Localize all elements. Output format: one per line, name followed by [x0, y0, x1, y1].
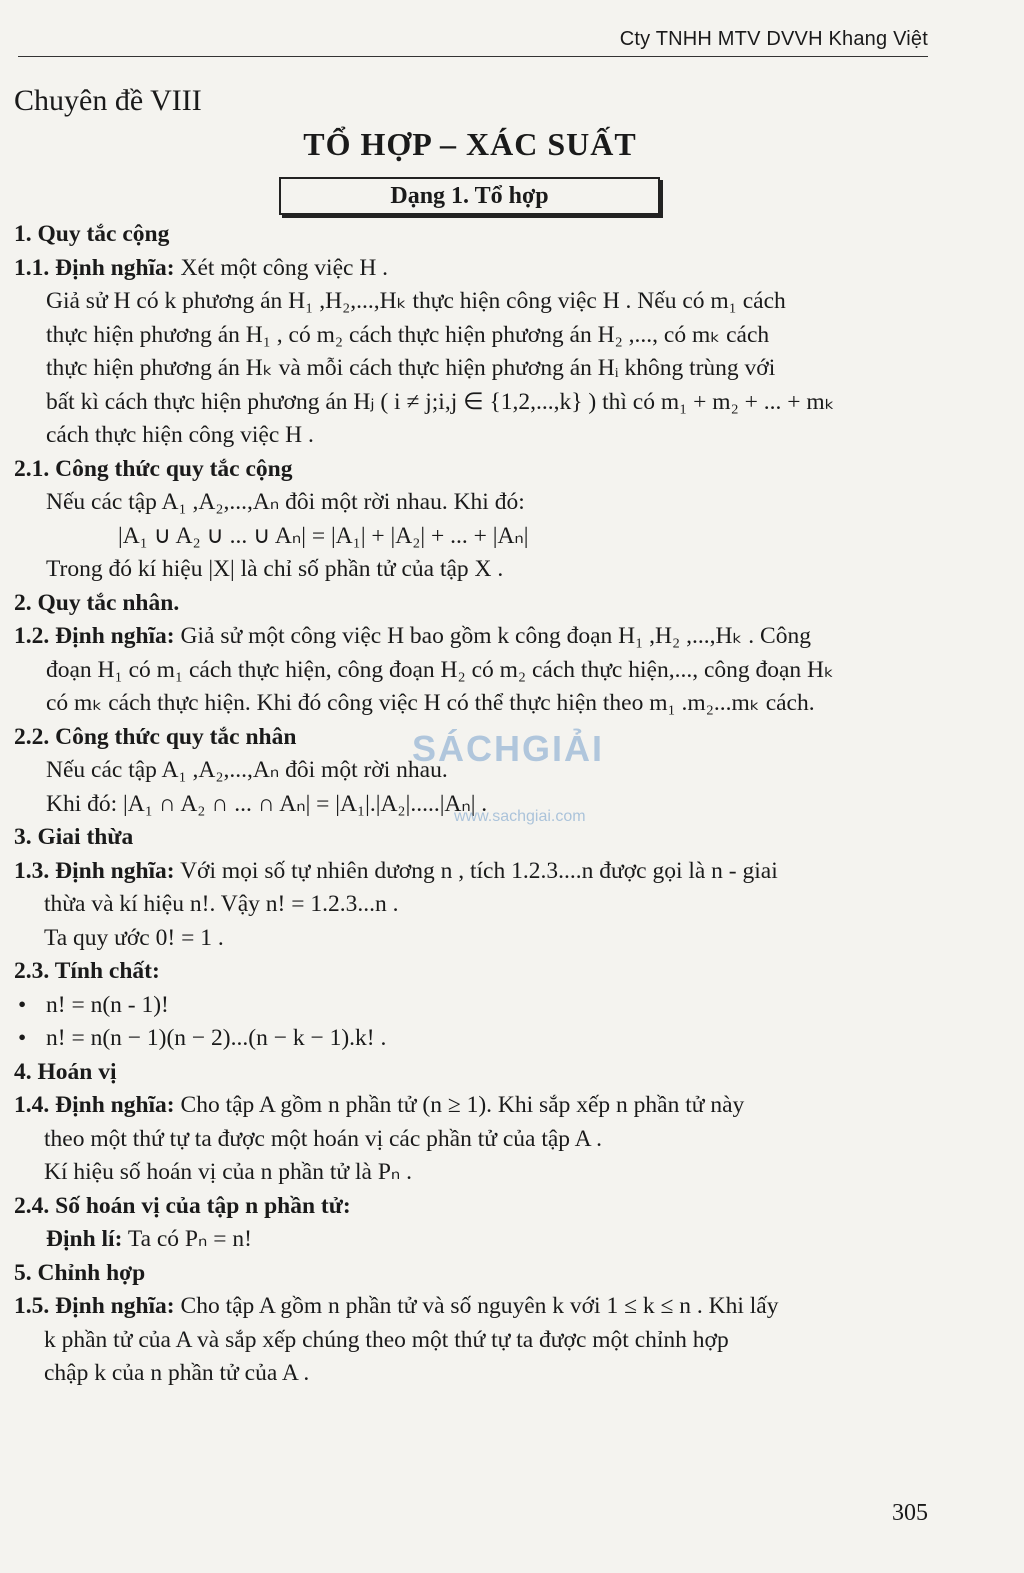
bullet-icon: • [18, 991, 27, 1018]
section-heading: 4. Hoán vị [14, 1058, 117, 1085]
definition-label: 1.4. Định nghĩa: [14, 1092, 175, 1118]
bullet-item [14, 1022, 930, 1056]
definition-line [14, 1290, 930, 1324]
body-text-line: chập k của n phần tử của A . [44, 1360, 310, 1386]
definition-text: Cho tập A gồm n phần tử và số nguyên k với 1 ≤ k ≤ n . Khi lấy [174, 1293, 779, 1319]
definition-label: Định lí: [46, 1226, 123, 1252]
definition-label: 1.2. Định nghĩa: [14, 623, 175, 649]
section-heading: 2.2. Công thức quy tắc nhân [14, 723, 297, 750]
document-body [14, 218, 930, 1391]
body-text-line: theo một thứ tự ta được một hoán vị các phần tử của tập A . [44, 1125, 603, 1152]
section-heading: 2. Quy tắc nhân. [14, 589, 180, 616]
body-text-line: Kí hiệu số hoán vị của n phần tử là Pₙ . [44, 1159, 413, 1185]
definition-line [14, 620, 930, 654]
definition-line [14, 1089, 930, 1123]
formula-line: |A₁ ∪ A₂ ∪ ... ∪ Aₙ| = |A₁| + |A₂| + ... + |Aₙ| [118, 522, 529, 549]
section-heading: 3. Giai thừa [14, 824, 134, 850]
chapter-label: Chuyên đề VIII [14, 84, 202, 117]
section-heading: 5. Chỉnh hợp [14, 1259, 146, 1286]
body-text-line: Ta quy ước 0! = 1 . [44, 924, 224, 951]
body-text-line: Nếu các tập A₁ ,A₂,...,Aₙ đôi một rời nhau. Khi đó: [46, 489, 525, 515]
body-text-line: cách thực hiện công việc H . [46, 422, 314, 448]
body-text-line: Khi đó: |A₁ ∩ A₂ ∩ ... ∩ Aₙ| = |A₁|.|A₂|.....|Aₙ| . [46, 790, 488, 817]
section-heading: 2.4. Số hoán vị của tập n phần tử: [14, 1192, 351, 1219]
header-rule [18, 56, 928, 57]
bullet-icon: • [18, 1025, 27, 1051]
body-text-line: bất kì cách thực hiện phương án Hⱼ ( i ≠ j;i,j ∈ {1,2,...,k} ) thì có m₁ + m₂ + ... + mₖ [46, 388, 835, 415]
watermark-logo: SÁCHGIẢI [412, 728, 605, 769]
body-text-line: thực hiện phương án H₁ , có m₂ cách thực hiện phương án H₂ ,..., có mₖ cách [46, 321, 770, 348]
body-text-line: có mₖ cách thực hiện. Khi đó công việc H có thể thực hiện theo m₁ .m₂...mₖ cách. [46, 690, 815, 716]
bullet-item [14, 989, 930, 1023]
page-number: 305 [892, 1500, 928, 1526]
publisher-header: Cty TNHH MTV DVVH Khang Việt [619, 28, 928, 50]
watermark-url: www.sachgiai.com [454, 808, 586, 825]
definition-line [14, 855, 930, 889]
definition-label: 1.3. Định nghĩa: [14, 857, 175, 884]
section-heading: 1. Quy tắc cộng [14, 221, 170, 247]
bullet-text: n! = n(n - 1)! [46, 991, 169, 1018]
definition-text: Với mọi số tự nhiên dương n , tích 1.2.3....n được gọi là n - giai [174, 857, 778, 884]
page-title: TỔ HỢP – XÁC SUẤT [303, 126, 637, 162]
body-text-line: k phần tử của A và sắp xếp chúng theo một thứ tự ta được một chỉnh hợp [44, 1326, 729, 1353]
body-text-line: Trong đó kí hiệu |X| là chỉ số phần tử của tập X . [46, 556, 504, 582]
definition-text: Ta có Pₙ = n! [122, 1226, 252, 1252]
definition-line [14, 1223, 930, 1257]
section-heading: 2.1. Công thức quy tắc cộng [14, 455, 293, 482]
body-text-line: thực hiện phương án Hₖ và mỗi cách thực hiện phương án Hᵢ không trùng với [46, 355, 776, 381]
definition-text: Cho tập A gồm n phần tử (n ≥ 1). Khi sắp xếp n phần tử này [174, 1092, 745, 1118]
definition-text: Giả sử một công việc H bao gồm k công đoạn H₁ ,H₂ ,...,Hₖ . Công [174, 623, 811, 649]
body-text-line: đoạn H₁ có m₁ cách thực hiện, công đoạn H₂ có m₂ cách thực hiện,..., công đoạn Hₖ [46, 656, 835, 683]
bullet-text: n! = n(n − 1)(n − 2)...(n − k − 1).k! . [46, 1025, 387, 1051]
section-title-box: Dạng 1. Tổ hợp [279, 177, 660, 215]
definition-line [14, 252, 930, 286]
body-text-line: Giả sử H có k phương án H₁ ,H₂,...,Hₖ thực hiện công việc H . Nếu có m₁ cách [46, 288, 786, 314]
section-heading: 2.3. Tính chất: [14, 958, 160, 984]
definition-label: 1.5. Định nghĩa: [14, 1293, 175, 1319]
body-text-line: thừa và kí hiệu n!. Vậy n! = 1.2.3...n . [44, 891, 399, 917]
definition-label: 1.1. Định nghĩa: [14, 254, 175, 281]
body-text-line: Nếu các tập A₁ ,A₂,...,Aₙ đôi một rời nhau. [46, 757, 448, 783]
definition-text: Xét một công việc H . [174, 254, 389, 281]
